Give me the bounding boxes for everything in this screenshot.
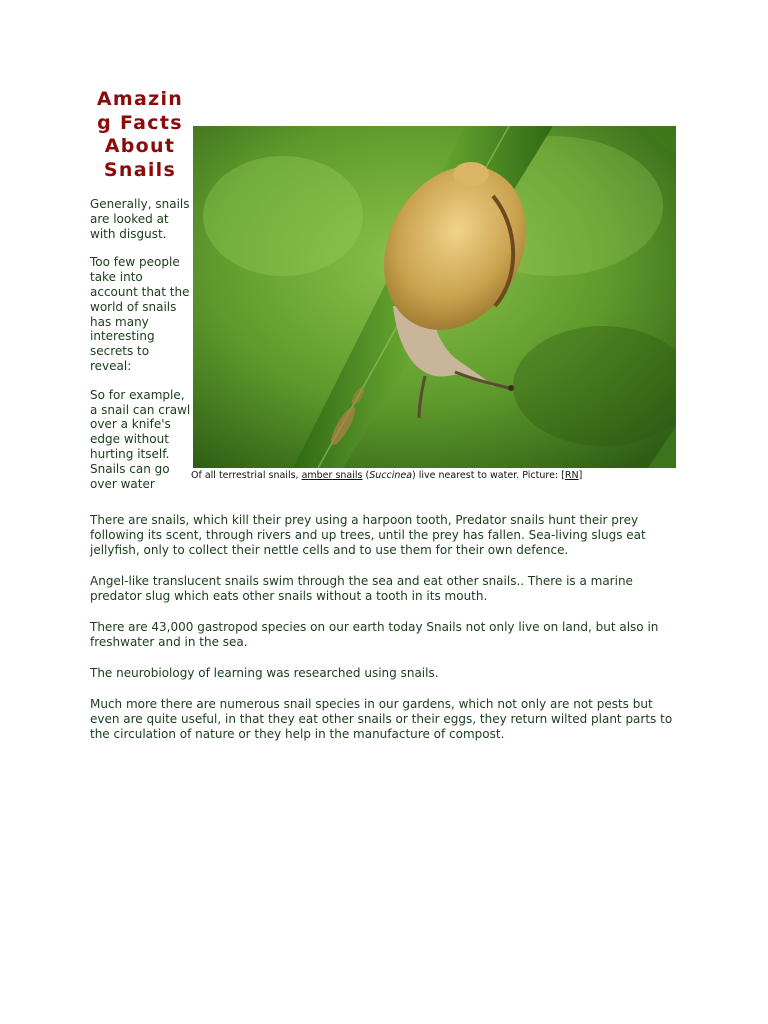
caption-text: (: [362, 470, 370, 481]
side-paragraph: Generally, snails are looked at with disgust.: [90, 197, 190, 241]
body-paragraph: There are 43,000 gastropod species on our earth today Snails not only live on land, but also in freshwater and in the sea.: [90, 620, 659, 649]
side-paragraph: So for example, a snail can crawl over a knife's edge without hurting itself. Snails can go over water: [90, 387, 191, 491]
body-paragraph: There are snails, which kill their prey using a harpoon tooth, Predator snails hunt their prey following its scent, through rivers and up trees, until the prey has fallen. Sea-living slugs eat jellyfish, only to collect their nettle cells and to use them for their own defence.: [90, 513, 646, 557]
body-paragraph: Much more there are numerous snail species in our gardens, which not only are not pests but even are quite useful, in that they eat other snails or their eggs, they return wilted plant parts to the circulation of nature or they help in the manufacture of compost.: [90, 697, 673, 741]
amber-snails-link[interactable]: amber snails: [301, 470, 363, 481]
page-title: Amazin g Facts About Snails: [96, 88, 184, 181]
body-paragraph: The neurobiology of learning was researched using snails.: [90, 666, 439, 680]
side-intro: [90, 197, 192, 505]
snail-photo: [193, 126, 676, 468]
snail-image: [193, 126, 676, 468]
caption-text: ]: [578, 470, 583, 481]
caption-text: Of all terrestrial snails,: [191, 470, 302, 481]
body-paragraph: Angel-like translucent snails swim through the sea and eat other snails.. There is a marine predator slug which eats other snails without a tooth in its mouth.: [90, 574, 633, 603]
caption-genus: Succinea: [369, 470, 413, 481]
caption-text: ) live nearest to water. Picture: [: [412, 470, 565, 481]
side-paragraph: Too few people take into account that the world of snails has many interesting secrets to reveal:: [90, 255, 190, 373]
picture-credit-link[interactable]: RN: [564, 470, 579, 481]
photo-caption: [191, 469, 681, 482]
article-body: [90, 513, 680, 758]
